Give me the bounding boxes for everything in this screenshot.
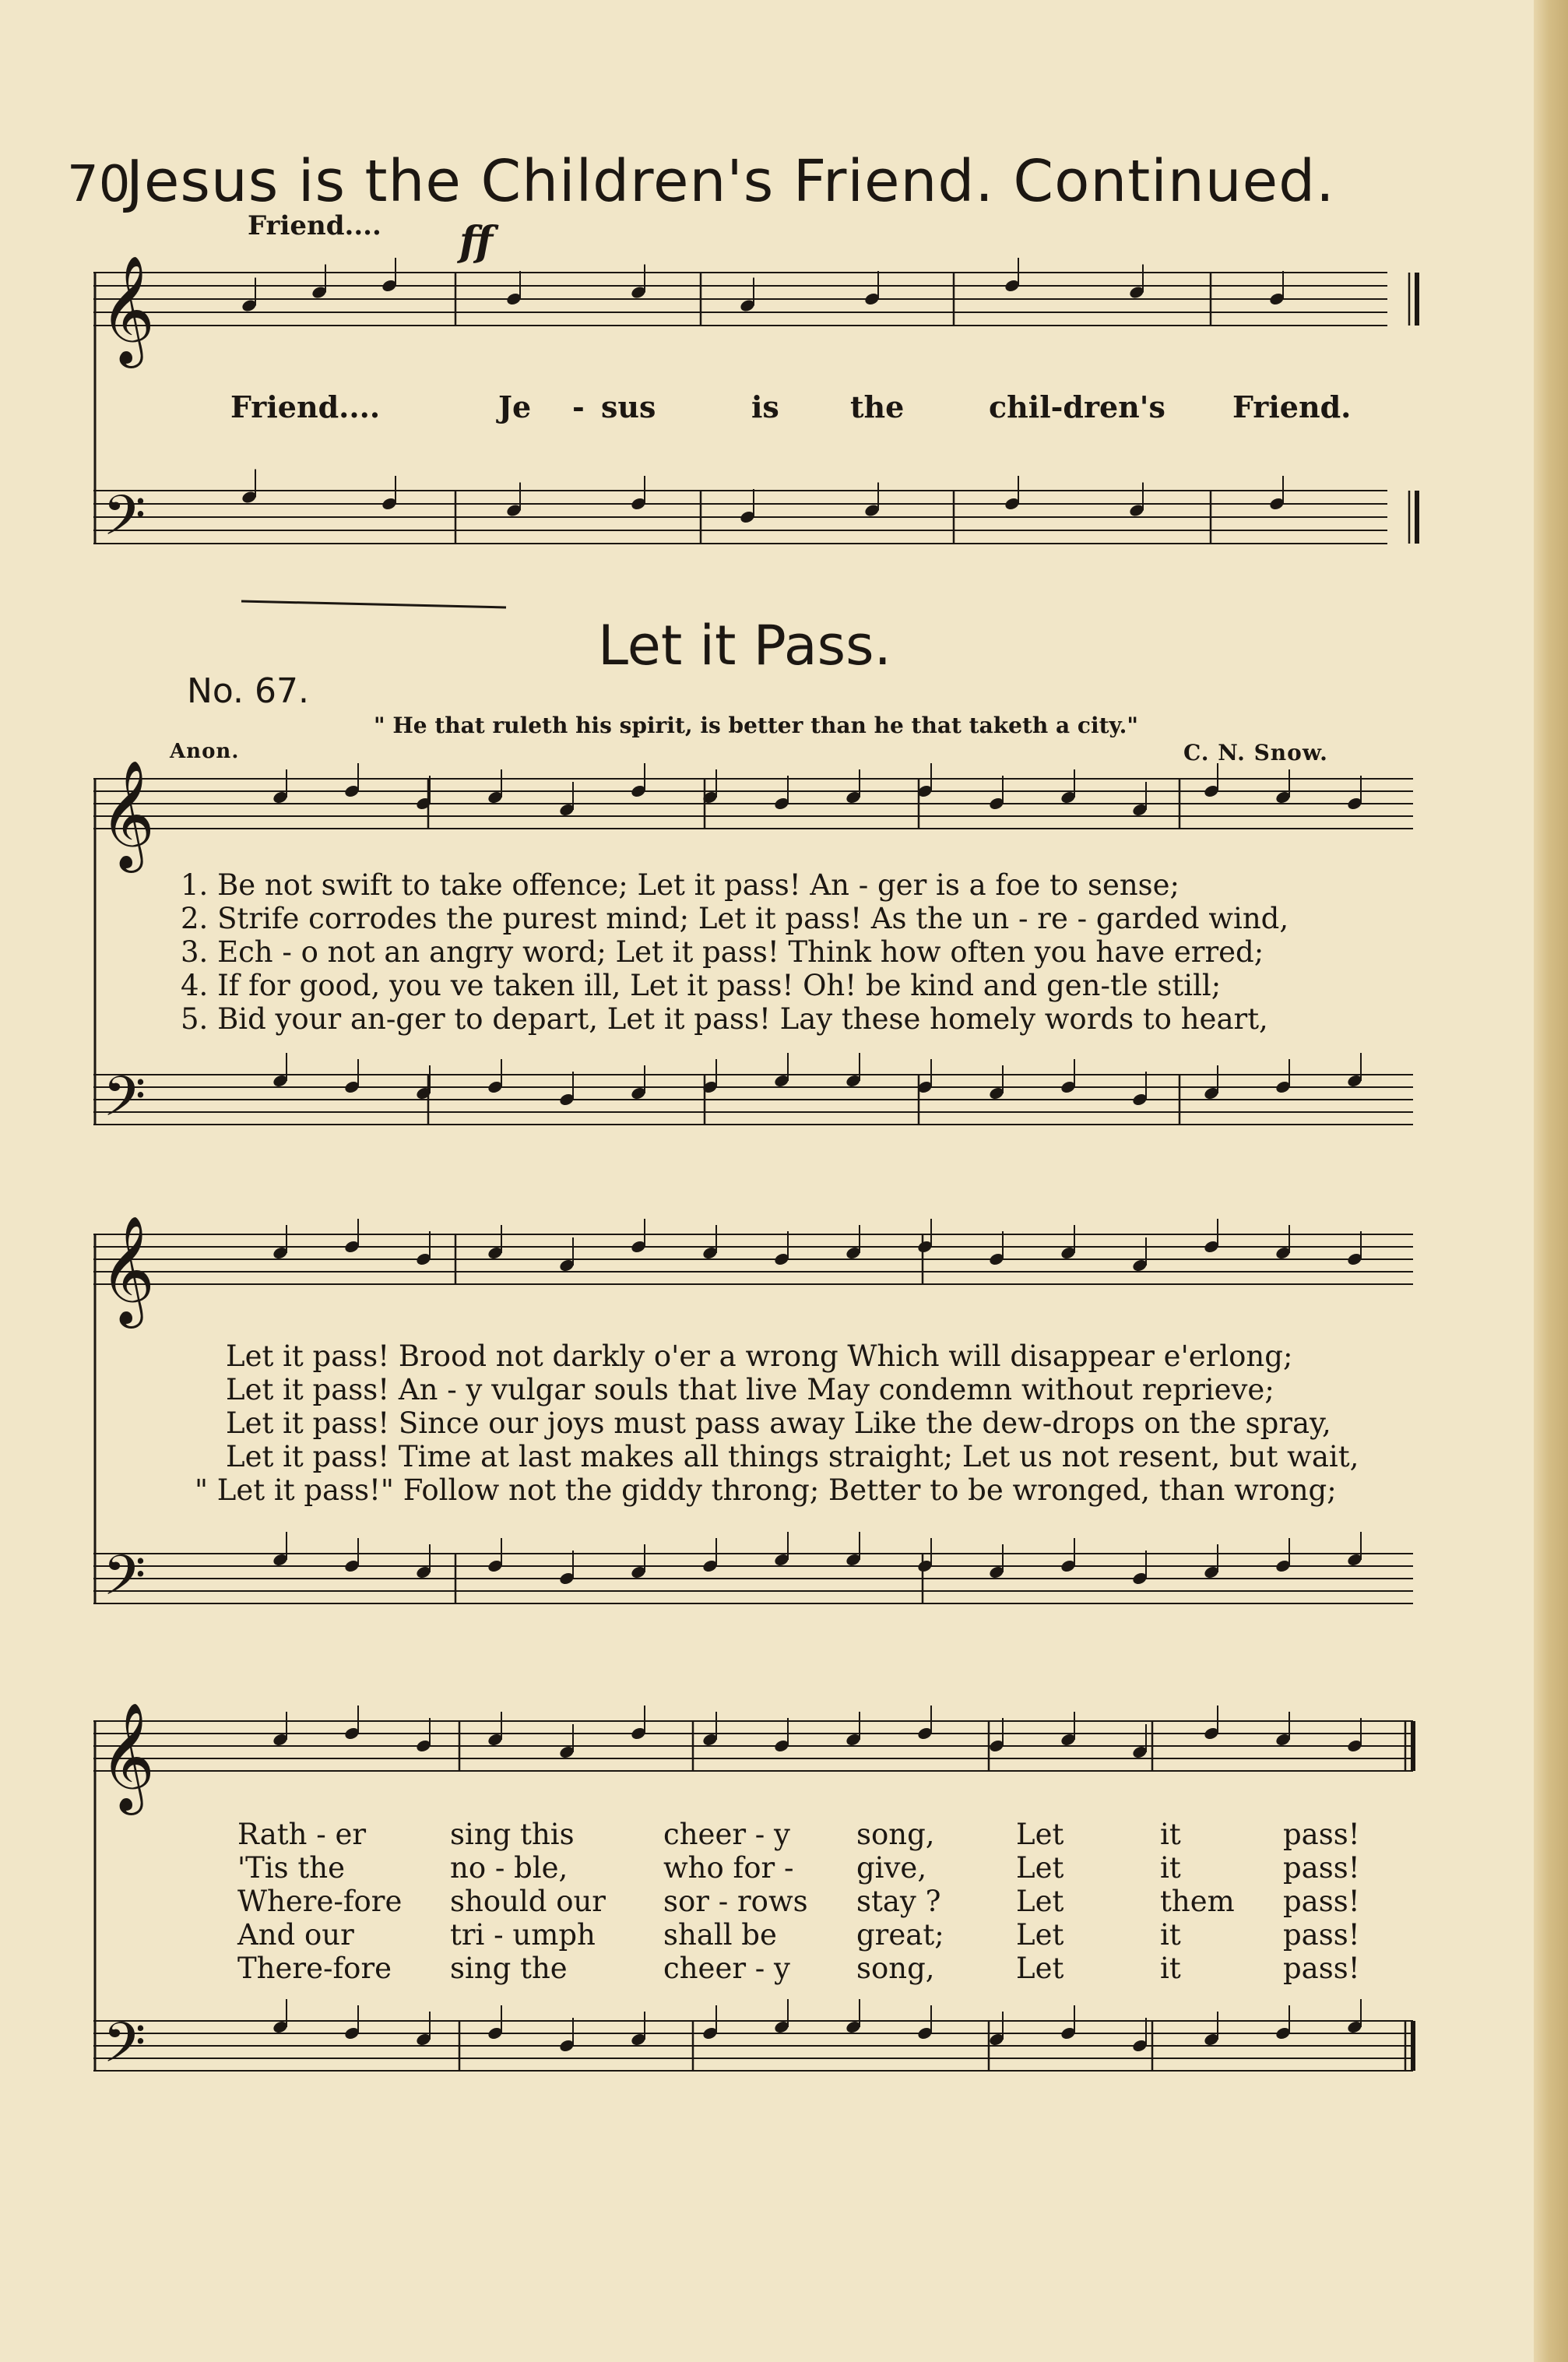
lyric-syllable: chil-dren's bbox=[989, 389, 1165, 424]
verse-line: Let it pass! An - y vulgar souls that live May condemn without reprieve; bbox=[226, 1373, 1274, 1406]
lyric-cell: them bbox=[1160, 1885, 1235, 1918]
lyric-syllable: is bbox=[751, 389, 779, 424]
lyric-cell: Rath - er bbox=[237, 1818, 367, 1851]
lyric-cell: pass! bbox=[1283, 1885, 1360, 1918]
lyric-syllable: sus bbox=[601, 389, 656, 424]
lyric-cell: Let bbox=[1016, 1885, 1064, 1918]
bass-clef-icon: 𝄢 bbox=[103, 2011, 146, 2089]
dynamic-marking: ff bbox=[459, 218, 494, 266]
lyric-cell: it bbox=[1160, 1851, 1181, 1885]
bass-clef-icon: 𝄢 bbox=[103, 1065, 146, 1142]
lyric-cell: sor - rows bbox=[663, 1885, 808, 1918]
lyric-cell: tri - umph bbox=[450, 1918, 596, 1952]
verse-line: Let it pass! Brood not darkly o'er a wrong Which will disappear e'erlong; bbox=[226, 1339, 1293, 1373]
lyric-syllable: Je bbox=[498, 389, 532, 424]
lyric-cell: 'Tis the bbox=[237, 1851, 346, 1885]
lyric-cell: no - ble, bbox=[450, 1851, 568, 1885]
composer-credit: C. N. Snow. bbox=[1183, 740, 1328, 766]
bass-clef-icon: 𝄢 bbox=[103, 1544, 146, 1621]
verse-line: Let it pass! Time at last makes all things straight; Let us not resent, but wait, bbox=[226, 1440, 1359, 1473]
lyric-syllable: Friend. bbox=[1232, 389, 1352, 424]
treble-clef-icon: 𝄞 bbox=[100, 1216, 155, 1324]
lyric-cell: should our bbox=[450, 1885, 606, 1918]
lyric-cell: it bbox=[1160, 1918, 1181, 1952]
lyric-cell: And our bbox=[237, 1918, 354, 1952]
bass-clef-icon: 𝄢 bbox=[103, 484, 146, 561]
lyric-cell: song, bbox=[856, 1952, 935, 1985]
verse-line: Let it pass! Since our joys must pass away Like the dew-drops on the spray, bbox=[226, 1406, 1331, 1440]
lyric-cell: Let bbox=[1016, 1818, 1064, 1851]
lyric-cell: Let bbox=[1016, 1918, 1064, 1952]
page-title: Jesus is the Children's Friend. Continued. bbox=[126, 148, 1335, 215]
lyric-cell: who for - bbox=[663, 1851, 794, 1885]
lyric-cell: Where-fore bbox=[237, 1885, 403, 1918]
lyric-cell: it bbox=[1160, 1818, 1181, 1851]
hymn-epigraph: " He that ruleth his spirit, is better than he that taketh a city." bbox=[374, 713, 1138, 738]
lyric-cell: sing the bbox=[450, 1952, 568, 1985]
lyric-cell: give, bbox=[856, 1851, 927, 1885]
verse-line: 1. Be not swift to take offence; Let it pass! An - ger is a foe to sense; bbox=[181, 868, 1180, 902]
lyric-cell: pass! bbox=[1283, 1952, 1360, 1985]
page-number: 70 bbox=[67, 156, 131, 213]
lyric-cell: Let bbox=[1016, 1851, 1064, 1885]
lyric-cell: cheer - y bbox=[663, 1952, 790, 1985]
verse-line: " Let it pass!" Follow not the giddy throng; Better to be wronged, than wrong; bbox=[195, 1473, 1337, 1507]
hymn-number: No. 67. bbox=[187, 671, 310, 711]
lyric-syllable: - bbox=[572, 389, 585, 424]
lyric-cell: it bbox=[1160, 1952, 1181, 1985]
treble-clef-icon: 𝄞 bbox=[100, 1702, 155, 1811]
lyric-cell: stay ? bbox=[856, 1885, 941, 1918]
lyric-cell: shall be bbox=[663, 1918, 777, 1952]
continued-above-staff-text: Friend.... bbox=[248, 210, 381, 241]
lyric-cell: pass! bbox=[1283, 1818, 1360, 1851]
lyric-cell: pass! bbox=[1283, 1918, 1360, 1952]
lyric-cell: There-fore bbox=[237, 1952, 392, 1985]
lyric-syllable: the bbox=[850, 389, 905, 424]
lyricist-credit: Anon. bbox=[170, 740, 240, 763]
verse-line: 5. Bid your an-ger to depart, Let it pass! Lay these homely words to heart, bbox=[181, 1002, 1268, 1036]
lyric-syllable: Friend.... bbox=[230, 389, 381, 424]
lyric-cell: Let bbox=[1016, 1952, 1064, 1985]
lyric-cell: sing this bbox=[450, 1818, 575, 1851]
lyric-cell: pass! bbox=[1283, 1851, 1360, 1885]
verse-line: 4. If for good, you ve taken ill, Let it pass! Oh! be kind and gen-tle still; bbox=[181, 969, 1222, 1002]
verse-line: 2. Strife corrodes the purest mind; Let it pass! As the un - re - garded wind, bbox=[181, 902, 1289, 935]
verse-line: 3. Ech - o not an angry word; Let it pass! Think how often you have erred; bbox=[181, 935, 1264, 969]
lyric-cell: song, bbox=[856, 1818, 935, 1851]
treble-clef-icon: 𝄞 bbox=[100, 255, 155, 364]
treble-clef-icon: 𝄞 bbox=[100, 760, 155, 868]
lyric-cell: great; bbox=[856, 1918, 944, 1952]
hymn-title: Let it Pass. bbox=[598, 614, 891, 678]
lyric-cell: cheer - y bbox=[663, 1818, 790, 1851]
section-divider bbox=[241, 601, 506, 607]
